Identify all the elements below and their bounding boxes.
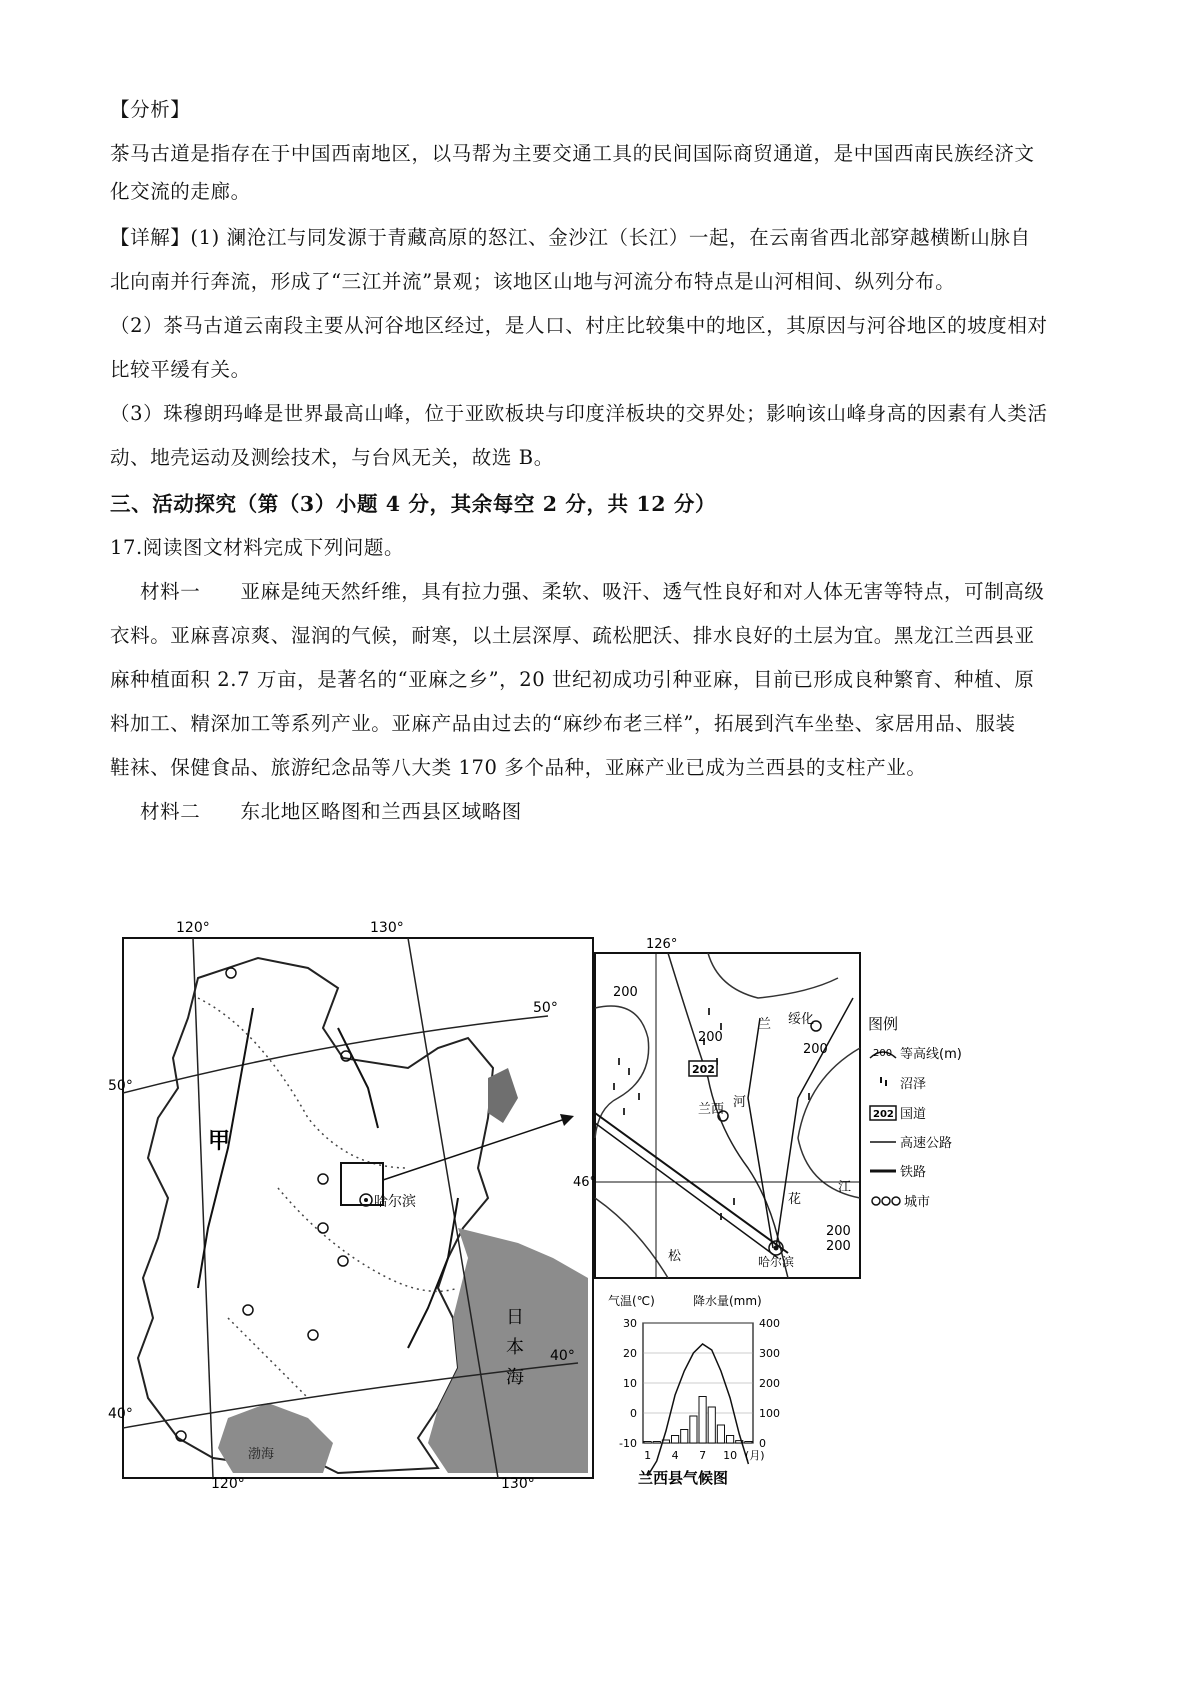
- label-jia: 甲: [208, 1129, 231, 1154]
- legend-marsh-symbol: [880, 1077, 882, 1083]
- precip-bar: [699, 1397, 706, 1444]
- legend-road: 国道: [900, 1107, 927, 1122]
- precip-bar: [708, 1407, 715, 1443]
- legend-title: 图例: [868, 1015, 899, 1033]
- climate-right-tick: 0: [759, 1437, 766, 1450]
- climate-left-tick: 0: [630, 1407, 637, 1420]
- legend: [868, 1015, 962, 1210]
- lon-130-bottom: 130°: [501, 1476, 535, 1492]
- label-bohai: 渤海: [248, 1447, 275, 1462]
- question-17: 17.阅读图文材料完成下列问题。: [110, 536, 405, 559]
- legend-contour-num: 200: [873, 1048, 893, 1059]
- lat-50-left: 50°: [108, 1078, 133, 1094]
- detail-line-5: （3）珠穆朗玛峰是世界最高山峰，位于亚欧板块与印度洋板块的交界处；影响该山峰身高的因素有人类活: [110, 402, 1048, 425]
- climate-x-tick: 4: [671, 1449, 679, 1462]
- label-song: 松: [668, 1249, 682, 1264]
- contour-200-label: 200: [826, 1224, 851, 1239]
- lat-40-right: 40°: [550, 1348, 575, 1364]
- analysis-line-1: 茶马古道是指存在于中国西南地区，以马帮为主要交通工具的民间国际商贸通道，是中国西南民族经济文: [110, 142, 1035, 165]
- lat-46-label: 46°: [573, 1175, 597, 1190]
- label-japan-sea-2: 本: [506, 1337, 524, 1358]
- legend-marsh-symbol: [885, 1080, 887, 1086]
- climate-right-tick: 200: [759, 1377, 780, 1390]
- climate-x-tick: 1: [644, 1449, 652, 1462]
- climate-x-tick: 7: [699, 1449, 707, 1462]
- material-2-caption: 材料二 东北地区略图和兰西县区域略图: [140, 800, 522, 823]
- lon-120-top: 120°: [176, 920, 210, 936]
- legend-road-num: 202: [873, 1109, 894, 1120]
- contour-200-label: 200: [826, 1239, 851, 1254]
- analysis-line-2: 化交流的走廊。: [110, 180, 251, 203]
- climate-ylabel-right: 降水量(mm): [693, 1294, 762, 1308]
- precip-bar: [727, 1436, 734, 1444]
- contour-200-label: 200: [613, 985, 638, 1000]
- label-japan-sea-1: 日: [506, 1307, 524, 1328]
- climate-right-tick: 100: [759, 1407, 780, 1420]
- detail-line-2: 北向南并行奔流，形成了“三江并流”景观；该地区山地与河流分布特点是山河相间、纵列分布。: [110, 270, 956, 293]
- climate-left-tick: 10: [623, 1377, 637, 1390]
- label-jiang: 江: [838, 1180, 852, 1195]
- lon-120-bottom: 120°: [211, 1476, 245, 1492]
- precip-bar: [672, 1436, 679, 1444]
- city-harbin-dot: [774, 1246, 779, 1251]
- material-1-line-3: 麻种植面积 2.7 万亩，是著名的“亚麻之乡”，20 世纪初成功引种亚麻，目前已形成良种繁育、种植、原: [110, 668, 1035, 691]
- legend-city-symbol: [882, 1197, 890, 1205]
- label-hua: 花: [788, 1192, 802, 1207]
- precip-bar: [681, 1430, 688, 1444]
- material-1-line-4: 料加工、精深加工等系列产业。亚麻产品由过去的“麻纱布老三样”，拓展到汽车坐垫、家居用品、服装: [110, 712, 1016, 735]
- climate-ylabel-left: 气温(℃): [608, 1294, 655, 1308]
- label-suihua: 绥化: [788, 1012, 815, 1027]
- legend-city-symbol: [892, 1197, 900, 1205]
- detail-line-4: 比较平缓有关。: [110, 358, 251, 381]
- label-lanxi: 兰西: [698, 1102, 725, 1117]
- climate-plot-area: [619, 1317, 780, 1476]
- lon-130-top: 130°: [370, 920, 404, 936]
- climate-left-tick: 20: [623, 1347, 637, 1360]
- material-1-line-2: 衣料。亚麻喜凉爽、湿润的气候，耐寒，以土层深厚、疏松肥沃、排水良好的土层为宜。黑龙江兰西县亚: [110, 624, 1035, 647]
- climate-x-tick: 10: [723, 1449, 738, 1462]
- detail-line-1: 【详解】(1) 澜沧江与同发源于青藏高原的怒江、金沙江（长江）一起，在云南省西北部穿越横断山脉自: [110, 226, 1031, 249]
- detail-line-3: （2）茶马古道云南段主要从河谷地区经过，是人口、村庄比较集中的地区，其原因与河谷地区的坡度相对: [110, 314, 1048, 337]
- label-harbin: 哈尔滨: [374, 1194, 416, 1210]
- legend-marsh: 沼泽: [900, 1077, 927, 1092]
- label-lan: 兰: [758, 1017, 772, 1032]
- city-marker-harbin-dot: [364, 1198, 368, 1202]
- legend-contour: 等高线(m): [900, 1047, 962, 1062]
- material-2-figure: [108, 898, 1088, 1538]
- detail-line-6: 动、地壳运动及测绘技术，与台风无关，故选 B。: [110, 446, 554, 469]
- precip-bar: [745, 1442, 752, 1444]
- climate-x-unit: (月): [745, 1449, 765, 1462]
- contour-200-label: 200: [698, 1030, 723, 1045]
- lat-50-right: 50°: [533, 1000, 558, 1016]
- climate-right-tick: 400: [759, 1317, 780, 1330]
- analysis-header: 【分析】: [110, 98, 191, 121]
- climate-right-tick: 300: [759, 1347, 780, 1360]
- material-1-line-1: 材料一 亚麻是纯天然纤维，具有拉力强、柔软、吸汗、透气性良好和对人体无害等特点，可制高级: [140, 580, 1045, 603]
- legend-rail: 铁路: [900, 1165, 927, 1180]
- precip-bar: [717, 1425, 724, 1443]
- precip-bar: [690, 1416, 697, 1443]
- lon-126-label: 126°: [646, 937, 678, 952]
- contour-200-label: 200: [803, 1042, 828, 1057]
- northeast-map: [108, 920, 593, 1492]
- legend-city: 城市: [904, 1195, 931, 1210]
- climate-left-tick: -10: [619, 1437, 637, 1450]
- section-3-title: 三、活动探究（第（3）小题 4 分，其余每空 2 分，共 12 分）: [110, 492, 717, 516]
- road-202-label: 202: [692, 1063, 715, 1076]
- climate-chart: [608, 1293, 780, 1487]
- lanxi-map: [573, 937, 860, 1278]
- climate-left-tick: 30: [623, 1317, 637, 1330]
- label-he: 河: [733, 1095, 747, 1110]
- precip-bar: [644, 1442, 651, 1444]
- legend-city-symbol: [872, 1197, 880, 1205]
- label-harbin-small: 哈尔滨: [758, 1255, 795, 1269]
- label-japan-sea-3: 海: [506, 1367, 524, 1388]
- climate-caption: 兰西县气候图: [638, 1469, 729, 1487]
- lat-40-left: 40°: [108, 1406, 133, 1422]
- precip-bar: [653, 1442, 660, 1444]
- legend-highway: 高速公路: [900, 1136, 953, 1151]
- material-1-line-5: 鞋袜、保健食品、旅游纪念品等八大类 170 多个品种，亚麻产业已成为兰西县的支柱产业。: [110, 756, 927, 779]
